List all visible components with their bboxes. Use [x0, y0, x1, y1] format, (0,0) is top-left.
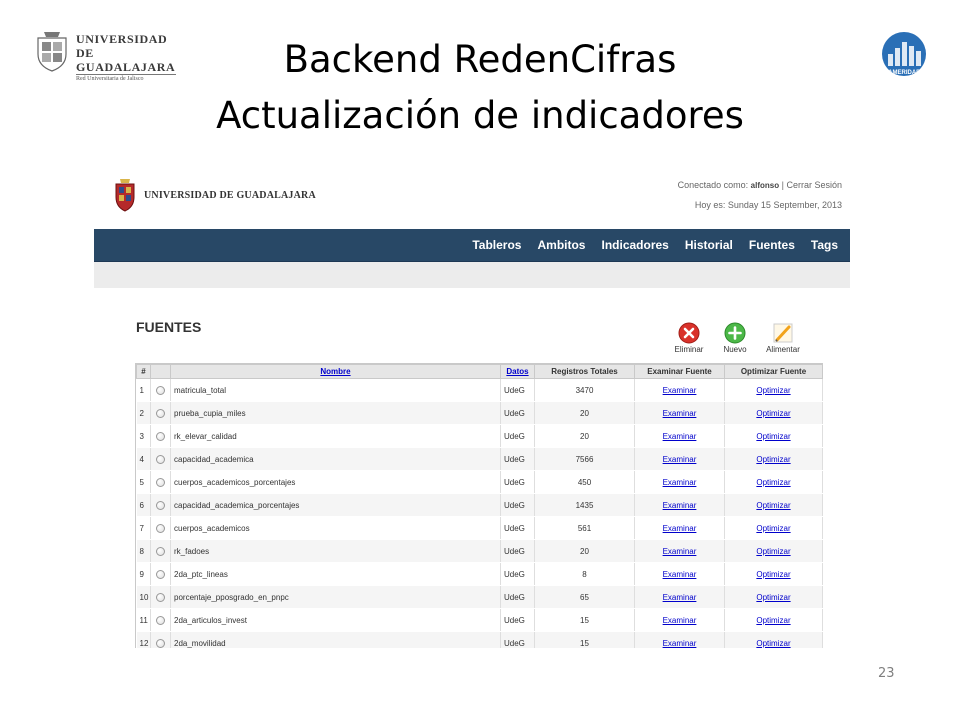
row-datos: UdeG [501, 402, 535, 425]
row-total: 20 [535, 402, 635, 425]
col-datos[interactable]: Datos [501, 365, 535, 379]
row-total: 15 [535, 632, 635, 649]
row-number: 1 [137, 379, 151, 402]
row-datos: UdeG [501, 425, 535, 448]
examinar-link[interactable]: Examinar [662, 638, 697, 648]
table-row [137, 448, 823, 471]
row-radio[interactable] [156, 616, 165, 625]
col-select [151, 365, 171, 379]
row-select-cell [151, 402, 171, 425]
row-radio[interactable] [156, 639, 165, 648]
pencil-icon [772, 322, 794, 344]
slide-number: 23 [878, 666, 895, 681]
row-radio[interactable] [156, 593, 165, 602]
row-examinar-cell [635, 425, 725, 448]
toolbar [664, 322, 824, 358]
optimizar-link[interactable]: Optimizar [756, 408, 791, 418]
row-select-cell [151, 586, 171, 609]
main-navbar [94, 229, 850, 262]
optimizar-link[interactable]: Optimizar [756, 385, 791, 395]
optimizar-link[interactable]: Optimizar [756, 546, 791, 556]
optimizar-link[interactable]: Optimizar [756, 431, 791, 441]
table-row [137, 540, 823, 563]
row-datos: UdeG [501, 632, 535, 649]
row-examinar-cell [635, 379, 725, 402]
row-radio[interactable] [156, 409, 165, 418]
nav-historial[interactable]: Historial [684, 238, 733, 252]
sub-navbar [94, 262, 850, 288]
nav-fuentes[interactable]: Fuentes [748, 238, 795, 252]
nav-indicadores[interactable]: Indicadores [601, 238, 669, 252]
table-row [137, 379, 823, 402]
examinar-link[interactable]: Examinar [662, 546, 697, 556]
row-name: 2da_ptc_lineas [171, 563, 501, 586]
table-row [137, 609, 823, 632]
col-nombre[interactable]: Nombre [171, 365, 501, 379]
row-datos: UdeG [501, 379, 535, 402]
row-examinar-cell [635, 632, 725, 649]
row-select-cell [151, 471, 171, 494]
optimizar-link[interactable]: Optimizar [756, 523, 791, 533]
row-examinar-cell [635, 471, 725, 494]
delete-button[interactable] [664, 322, 714, 358]
row-number: 3 [137, 425, 151, 448]
slide-title-line1: Backend RedenCifras [283, 38, 677, 81]
row-number: 9 [137, 563, 151, 586]
add-icon [724, 322, 746, 344]
table-row [137, 402, 823, 425]
current-date: Hoy es: Sunday 15 September, 2013 [694, 200, 842, 210]
examinar-link[interactable]: Examinar [662, 454, 697, 464]
nav-tags[interactable]: Tags [810, 238, 838, 252]
row-optimizar-cell [725, 471, 823, 494]
examinar-link[interactable]: Examinar [662, 569, 697, 579]
table-row [137, 632, 823, 649]
row-select-cell [151, 517, 171, 540]
row-datos: UdeG [501, 609, 535, 632]
table-body [137, 379, 823, 649]
row-name: prueba_cupia_miles [171, 402, 501, 425]
examinar-link[interactable]: Examinar [662, 615, 697, 625]
row-name: cuerpos_academicos_porcentajes [171, 471, 501, 494]
row-examinar-cell [635, 563, 725, 586]
feed-label: Alimentar [766, 345, 800, 354]
row-total: 1435 [535, 494, 635, 517]
row-optimizar-cell [725, 425, 823, 448]
row-select-cell [151, 425, 171, 448]
row-optimizar-cell [725, 540, 823, 563]
examinar-link[interactable]: Examinar [662, 477, 697, 487]
row-optimizar-cell [725, 379, 823, 402]
optimizar-link[interactable]: Optimizar [756, 569, 791, 579]
row-optimizar-cell [725, 402, 823, 425]
row-total: 7566 [535, 448, 635, 471]
row-select-cell [151, 632, 171, 649]
col-optimizar: Optimizar Fuente [725, 365, 823, 379]
row-radio[interactable] [156, 455, 165, 464]
col-num: # [137, 365, 151, 379]
separator: | [781, 180, 784, 190]
row-select-cell [151, 448, 171, 471]
row-radio[interactable] [156, 570, 165, 579]
delete-label: Eliminar [674, 345, 704, 354]
optimizar-link[interactable]: Optimizar [756, 500, 791, 510]
table-header-row [137, 365, 823, 379]
row-total: 561 [535, 517, 635, 540]
udg-line1: UNIVERSIDAD DE [76, 32, 168, 60]
connection-info [678, 180, 842, 190]
current-user: alfonso [750, 181, 780, 190]
row-optimizar-cell [725, 448, 823, 471]
delete-icon [678, 322, 700, 344]
row-optimizar-cell [725, 517, 823, 540]
row-examinar-cell [635, 494, 725, 517]
row-select-cell [151, 609, 171, 632]
row-name: capacidad_academica_porcentajes [171, 494, 501, 517]
new-label: Nuevo [723, 345, 747, 354]
udg-line2: GUADALAJARA [76, 60, 176, 74]
optimizar-link[interactable]: Optimizar [756, 477, 791, 487]
udg-line3: Red Universitaria de Jalisco [76, 76, 144, 82]
row-number: 5 [137, 471, 151, 494]
row-name: capacidad_academica [171, 448, 501, 471]
feed-button[interactable] [758, 322, 808, 358]
table-row [137, 425, 823, 448]
nav-ambitos[interactable]: Ambitos [537, 238, 586, 252]
row-total: 15 [535, 609, 635, 632]
examinar-link[interactable]: Examinar [662, 592, 697, 602]
row-examinar-cell [635, 609, 725, 632]
row-optimizar-cell [725, 586, 823, 609]
table-row [137, 563, 823, 586]
table-row [137, 494, 823, 517]
row-examinar-cell [635, 586, 725, 609]
row-number: 6 [137, 494, 151, 517]
nav-items [472, 229, 838, 261]
slide-title-line2: Actualización de indicadores [216, 94, 744, 137]
row-radio[interactable] [156, 432, 165, 441]
row-name: cuerpos_academicos [171, 517, 501, 540]
row-select-cell [151, 494, 171, 517]
nav-tableros[interactable]: Tableros [472, 238, 522, 252]
row-name: rk_fadoes [171, 540, 501, 563]
row-radio[interactable] [156, 386, 165, 395]
optimizar-link[interactable]: Optimizar [756, 454, 791, 464]
slide-title [150, 32, 810, 144]
examinar-link[interactable]: Examinar [662, 431, 697, 441]
row-total: 3470 [535, 379, 635, 402]
row-select-cell [151, 540, 171, 563]
examinar-link[interactable]: Examinar [662, 523, 697, 533]
row-select-cell [151, 379, 171, 402]
section-title: FUENTES [136, 319, 202, 335]
row-examinar-cell [635, 402, 725, 425]
row-datos: UdeG [501, 494, 535, 517]
udg-seal-icon [114, 178, 136, 212]
row-total: 65 [535, 586, 635, 609]
logout-link[interactable]: Cerrar Sesión [786, 180, 842, 190]
row-datos: UdeG [501, 540, 535, 563]
row-number: 7 [137, 517, 151, 540]
row-name: 2da_movilidad [171, 632, 501, 649]
examinar-link[interactable]: Examinar [662, 408, 697, 418]
row-optimizar-cell [725, 632, 823, 649]
new-button[interactable] [710, 322, 760, 358]
row-optimizar-cell [725, 609, 823, 632]
row-optimizar-cell [725, 563, 823, 586]
row-name: rk_elevar_calidad [171, 425, 501, 448]
optimizar-link[interactable]: Optimizar [756, 592, 791, 602]
optimizar-link[interactable]: Optimizar [756, 615, 791, 625]
row-examinar-cell [635, 540, 725, 563]
row-total: 450 [535, 471, 635, 494]
table-row [137, 517, 823, 540]
examinar-link[interactable]: Examinar [662, 385, 697, 395]
app-header [94, 170, 850, 229]
row-name: porcentaje_pposgrado_en_pnpc [171, 586, 501, 609]
row-total: 20 [535, 425, 635, 448]
connected-label: Conectado como: [677, 180, 749, 190]
row-name: matricula_total [171, 379, 501, 402]
row-total: 8 [535, 563, 635, 586]
row-name: 2da_articulos_invest [171, 609, 501, 632]
row-datos: UdeG [501, 586, 535, 609]
row-datos: UdeG [501, 563, 535, 586]
row-radio[interactable] [156, 547, 165, 556]
row-select-cell [151, 563, 171, 586]
row-number: 2 [137, 402, 151, 425]
row-examinar-cell [635, 448, 725, 471]
ameridaf-logo-icon [878, 32, 930, 80]
row-datos: UdeG [501, 517, 535, 540]
row-optimizar-cell [725, 494, 823, 517]
row-datos: UdeG [501, 471, 535, 494]
row-total: 20 [535, 540, 635, 563]
app-brand-name: UNIVERSIDAD DE GUADALAJARA [144, 190, 316, 201]
examinar-link[interactable]: Examinar [662, 500, 697, 510]
row-examinar-cell [635, 517, 725, 540]
row-number: 8 [137, 540, 151, 563]
row-datos: UdeG [501, 448, 535, 471]
row-number: 10 [137, 586, 151, 609]
row-number: 11 [137, 609, 151, 632]
row-radio[interactable] [156, 524, 165, 533]
row-radio[interactable] [156, 478, 165, 487]
row-radio[interactable] [156, 501, 165, 510]
row-number: 12 [137, 632, 151, 649]
app-screenshot [94, 170, 850, 648]
fuentes-table [136, 364, 823, 648]
optimizar-link[interactable]: Optimizar [756, 638, 791, 648]
table-row [137, 586, 823, 609]
udg-seal-icon [34, 30, 70, 72]
table-row [137, 471, 823, 494]
row-number: 4 [137, 448, 151, 471]
ameridaf-text: AMERIDAF [888, 70, 920, 76]
col-registros: Registros Totales [535, 365, 635, 379]
col-examinar: Examinar Fuente [635, 365, 725, 379]
